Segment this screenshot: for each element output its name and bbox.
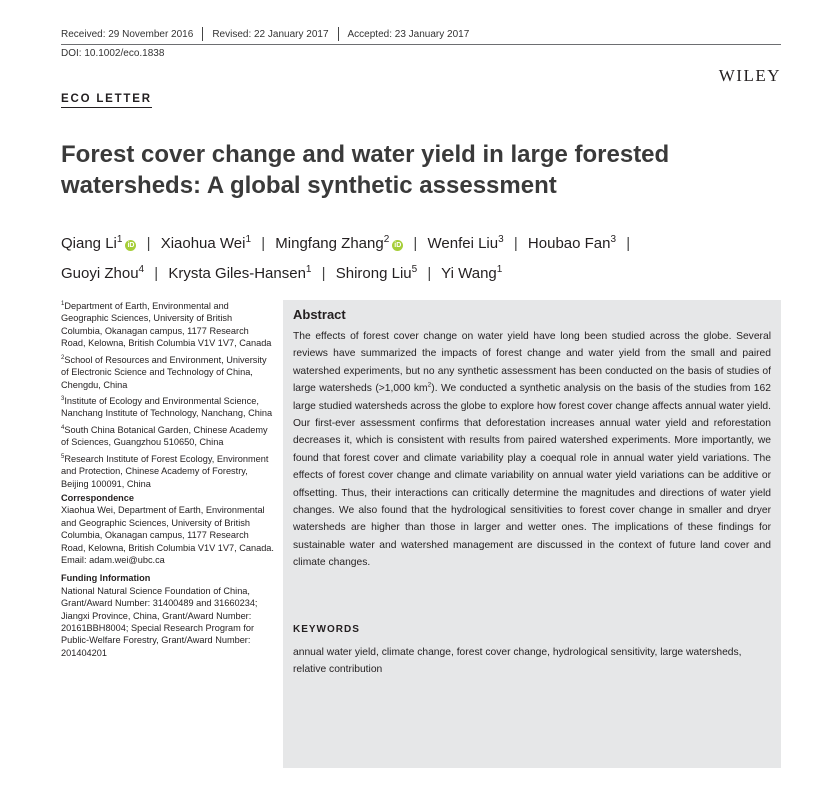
author-affiliation-number: 1 — [305, 264, 312, 275]
author-affiliation-number: 5 — [411, 264, 418, 275]
funding-text: National Natural Science Foundation of China, Grant/Award Number: 31400489 and 31660234; Jiangxi Province, China, Grant/Award Number: 20161BBH8004; Special Research Program for Public-Welfare Forestry, Grant/Award Number: 201404201 — [61, 585, 258, 658]
author-name-text: Qiang Li — [61, 235, 117, 252]
affiliation — [61, 451, 275, 490]
doi[interactable]: DOI: 10.1002/eco.1838 — [61, 48, 165, 59]
author-name[interactable] — [61, 235, 136, 252]
author-separator: | — [513, 235, 518, 252]
author-separator: | — [146, 235, 151, 252]
affiliation-number: 2 — [61, 354, 65, 361]
abstract-heading: Abstract — [293, 307, 346, 322]
affiliation — [61, 422, 275, 449]
abstract-sup: 2 — [427, 381, 432, 389]
author-separator: | — [427, 265, 432, 282]
author-separator: | — [321, 265, 326, 282]
orcid-icon[interactable]: iD — [127, 242, 135, 249]
affiliation — [61, 352, 275, 391]
author-name[interactable] — [275, 235, 403, 252]
correspondence-email[interactable]: Email: adam.wei@ubc.ca — [61, 555, 165, 566]
affiliation-text: South China Botanical Garden, Chinese Academy of Sciences, Guangzhou 510650, China — [61, 424, 268, 448]
affiliation-text: Institute of Ecology and Environmental Science, Nanchang Institute of Technology, Nanchang, China — [61, 396, 273, 419]
affiliation-number: 4 — [61, 424, 65, 431]
author-name[interactable] — [336, 265, 417, 282]
author-affiliation-number: 2 — [383, 234, 390, 245]
affiliation-number: 5 — [61, 453, 65, 460]
abstract-text — [293, 328, 771, 572]
revised-date: Revised: 22 January 2017 — [212, 28, 329, 40]
author-name-text: Yi Wang — [441, 265, 497, 282]
author-separator: | — [413, 235, 418, 252]
author-name[interactable] — [61, 265, 144, 282]
correspondence-text: Xiaohua Wei, Department of Earth, Environmental and Geographic Sciences, University of British Columbia, Okanagan campus, 1177 Research Road, Kelowna, British Columbia V1V 1V7, Canada. — [61, 505, 274, 553]
keywords-heading: KEYWORDS — [293, 624, 360, 635]
author-name[interactable] — [528, 235, 616, 252]
author-name-text: Mingfang Zhang — [275, 235, 384, 252]
keywords-text: annual water yield, climate change, forest cover change, hydrological sensitivity, large watersheds, relative contribution — [293, 647, 742, 676]
orcid-icon[interactable]: iD — [394, 242, 402, 249]
header-rule — [61, 44, 781, 45]
author-name-text: Krysta Giles-Hansen — [168, 265, 306, 282]
author-affiliation-number: 1 — [116, 234, 123, 245]
affiliations-column — [61, 298, 275, 659]
publisher-logo: WILEY — [718, 66, 781, 85]
author-affiliation-number: 4 — [138, 264, 145, 275]
author-affiliation-number: 3 — [498, 234, 504, 245]
author-affiliation-number: 1 — [496, 264, 503, 275]
abstract-text-part2: ). We conducted a synthetic analysis on the basis of the studies from 162 large studied watersheds across the globe to explore how forest cover change affects annual water yield. Our first-ever assessment confirms that deforestation increases annual water yield and reforestation decreases it, which is consistent with results from paired watershed experiments. More importantly, we found that forest cover and climate variability play a coequal role in annual water yield variations. The effects of forest cover change and climate variability on annual water yield variations can be additive or offsetting. Thus, their interactions can critically determine the magnitudes and directions of water yield changes. We also found that the hydrological sensitivities to forest cover change in smaller and dryer watersheds are higher than those in larger and wetter ones. The implications of these findings for sustainable water and watershed management are discussed in the context of future land cover and climate changes. — [293, 383, 771, 569]
author-separator: | — [626, 235, 631, 252]
abstract-text-part1: The effects of forest cover change on water yield have long been studied across the globe. Several reviews have summarized the impacts of forest change and water yield from the small and paired watershed experiments, but no any synthetic assessment has been conducted on the basis of studies of large watersheds (>1,000 km — [293, 331, 771, 395]
author-name[interactable] — [441, 265, 502, 282]
section-label: ECO LETTER — [61, 93, 152, 108]
author-separator: | — [154, 265, 159, 282]
affiliation — [61, 298, 275, 350]
author-name-text: Wenfei Liu — [427, 235, 499, 252]
author-name-text: Houbao Fan — [527, 235, 611, 252]
affiliation-text: Department of Earth, Environmental and Geographic Sciences, University of British Columbia, Okanagan campus, 1177 Research Road, Kelowna, British Columbia V1V 1V7, Canada — [61, 301, 272, 349]
received-date: Received: 29 November 2016 — [61, 28, 194, 40]
correspondence-heading: Correspondence — [61, 493, 135, 503]
author-name-text: Xiaohua Wei — [160, 235, 246, 252]
author-name[interactable] — [161, 235, 251, 252]
author-name-text: Guoyi Zhou — [61, 265, 139, 282]
author-name[interactable] — [168, 265, 311, 282]
author-name-text: Shirong Liu — [335, 265, 412, 282]
author-affiliation-number: 3 — [610, 234, 617, 245]
article-dates — [61, 27, 469, 41]
accepted-date: Accepted: 23 January 2017 — [347, 28, 470, 40]
date-divider — [338, 27, 339, 41]
author-list — [61, 227, 781, 287]
article-title: Forest cover change and water yield in large forested watersheds: A global synthetic assessment — [61, 141, 670, 199]
date-divider — [202, 27, 203, 41]
funding-heading: Funding Information — [61, 573, 151, 584]
affiliation-text: Research Institute of Forest Ecology, Environment and Protection, Chinese Academy of Forestry, Beijing 100091, China — [61, 453, 269, 489]
author-separator: | — [261, 235, 266, 252]
affiliation-number: 3 — [61, 395, 65, 402]
affiliation-number: 1 — [61, 301, 65, 307]
author-name[interactable] — [428, 235, 504, 252]
affiliation — [61, 393, 275, 420]
affiliation-text: School of Resources and Environment, University of Electronic Science and Technology of China, Chengdu, China — [61, 354, 267, 390]
author-affiliation-number: 1 — [245, 234, 252, 245]
